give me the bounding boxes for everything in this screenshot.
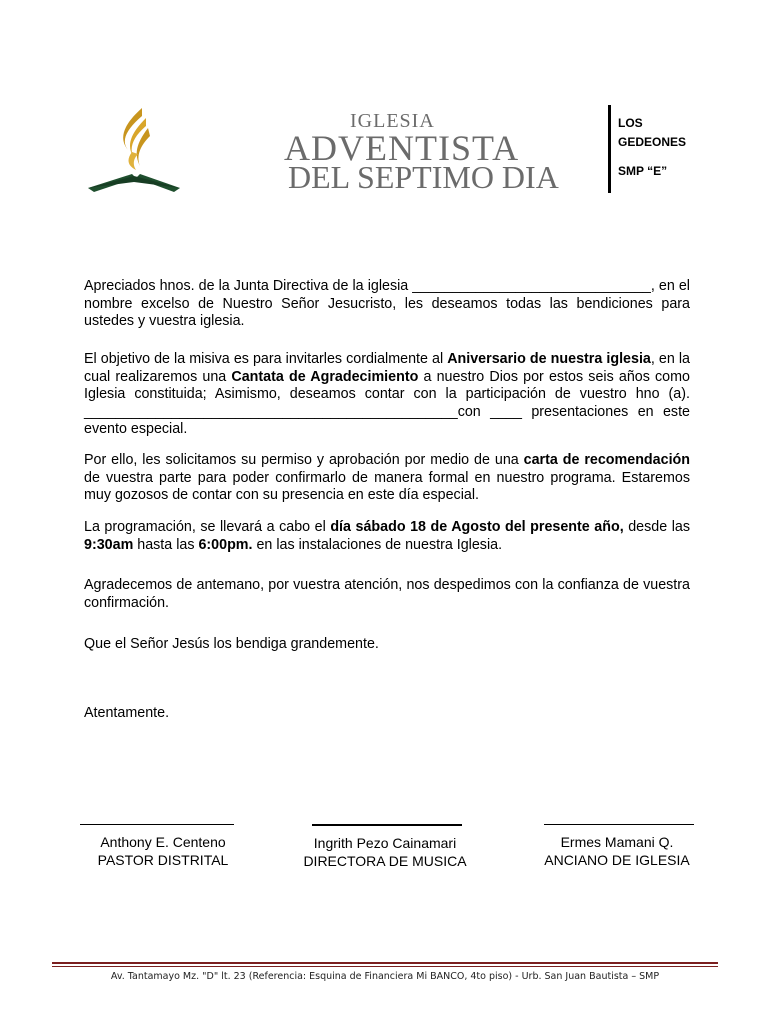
recommendation-emphasis: carta de recomendación (523, 452, 691, 468)
church-wordmark (282, 110, 559, 195)
church-logo-icon (84, 104, 184, 194)
wordmark-line-2: ADVENTISTA (284, 128, 520, 168)
signer-name: Ermes Mamani Q. (560, 834, 674, 850)
footer-address: Av. Tantamayo Mz. "D" lt. 23 (Referencia: Esquina de Financiera Mi BANCO, 4to piso) - Urb. San Juan Bautista – SMP (110, 971, 660, 982)
signature-block (78, 824, 248, 869)
end-time: 6:00pm. (198, 536, 253, 553)
signature-line (544, 824, 694, 825)
start-time: 9:30am (84, 536, 134, 553)
footer-rule (52, 962, 718, 969)
cantata-emphasis: Cantata de Agradecimiento (231, 368, 419, 385)
wordmark-line-1: IGLESIA (350, 110, 435, 132)
signer-name: Anthony E. Centeno (100, 834, 226, 850)
signature-block (300, 824, 470, 870)
signature-block (532, 824, 702, 869)
request-paragraph: Por ello, les solicitamos su permiso y aprobación por medio de una carta de recomendación de vuestra parte para poder confirmarlo de manera formal en nuestro programa. Estaremos muy gozosos de contar con su presencia en este día especial. (84, 452, 691, 504)
date-emphasis: día sábado 18 de Agosto del presente año, (330, 519, 624, 535)
blessing-paragraph: Que el Señor Jesús los bendiga grandemente. (84, 636, 379, 652)
signature-line (312, 824, 462, 826)
signer-role: ANCIANO DE IGLESIA (544, 852, 690, 868)
ministry-label-line-1: LOS (618, 116, 643, 130)
ministry-label-line-3: SMP “E” (618, 164, 668, 178)
signer-role: DIRECTORA DE MUSICA (303, 853, 467, 869)
schedule-paragraph: La programación, se llevará a cabo el día sábado 18 de Agosto del presente año, desde las 9:30am hasta las 6:00pm. en las instalaciones de nuestra Iglesia. (84, 519, 690, 553)
anniversary-emphasis: Aniversario de nuestra iglesia (447, 351, 651, 367)
thanks-paragraph: Agradecemos de antemano, por vuestra atención, nos despedimos con la confianza de vuestra confirmación. (84, 577, 690, 611)
closing-line: Atentamente. (84, 705, 170, 721)
invitation-paragraph: El objetivo de la misiva es para invitarles cordialmente al Aniversario de nuestra iglesia, en la cual realizaremos una Cantata de Agradecimiento a nuestro Dios por estos seis años como Iglesia constituida; Asimismo, deseamos contar con la participación de vuestro hno (a). _______________________________________________con ____ presentaciones en este evento especial. (84, 351, 690, 438)
signer-name: Ingrith Pezo Cainamari (313, 835, 457, 851)
signature-line (80, 824, 234, 825)
wordmark-line-3: DEL SEPTIMO DIA (288, 159, 559, 195)
ministry-divider (608, 105, 611, 193)
ministry-label-line-2: GEDEONES (618, 135, 687, 149)
greeting-paragraph: Apreciados hnos. de la Junta Directiva de la iglesia ______________________________, en el nombre excelso de Nuestro Señor Jesucristo, les deseamos todas las bendiciones para ustedes y vuestra iglesia. (84, 278, 690, 330)
signer-role: PASTOR DISTRITAL (97, 852, 229, 868)
